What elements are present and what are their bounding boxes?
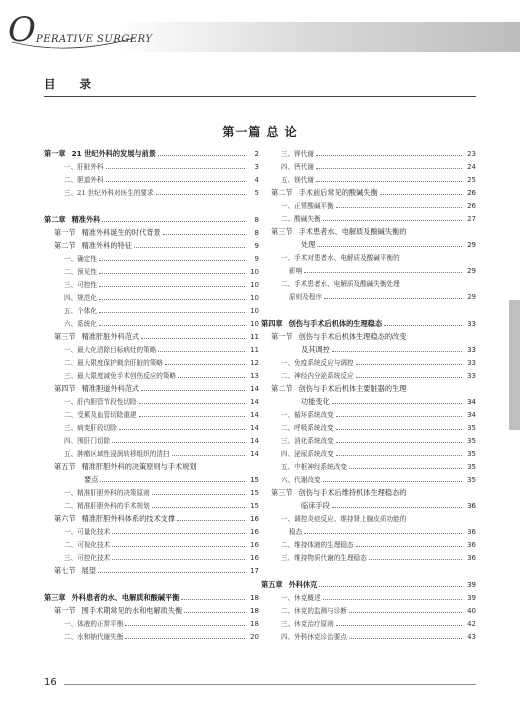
toc-entry-title: 一、调控炎症反应、维持肾上腺皮质功能的 bbox=[281, 515, 407, 523]
toc-leader-dots bbox=[139, 416, 245, 417]
toc-entry bbox=[64, 278, 259, 289]
toc-entry bbox=[54, 330, 259, 341]
toc-entry-page: 33 bbox=[467, 346, 476, 354]
toc-leader-dots bbox=[177, 520, 245, 521]
toc-leader-dots bbox=[336, 207, 462, 208]
toc-leader-dots bbox=[384, 325, 462, 326]
toc-entry-label: 第二节 bbox=[271, 384, 293, 393]
toc-leader-dots bbox=[336, 455, 462, 456]
toc-leader-dots bbox=[316, 155, 462, 156]
toc-leader-dots bbox=[323, 481, 462, 482]
toc-entry bbox=[281, 630, 476, 641]
toc-entry bbox=[271, 186, 476, 197]
toc-entry-page: 13 bbox=[250, 372, 259, 380]
toc-entry-title: 二、休克的监测与诊断 bbox=[281, 607, 347, 615]
toc-leader-dots bbox=[125, 638, 245, 639]
toc-entry bbox=[281, 591, 476, 602]
toc-entry-title: 三、21 世纪外科对医生的要求 bbox=[64, 189, 154, 197]
toc-entry-title: 二、神经内分泌系统反应 bbox=[281, 372, 354, 380]
toc-leader-dots bbox=[158, 155, 245, 156]
toc-entry-title: 一、手术对患者水、电解质及酸碱平衡的 bbox=[281, 254, 400, 262]
toc-entry bbox=[281, 551, 476, 562]
toc-leader-dots bbox=[178, 377, 245, 378]
toc-entry-title: 三、休克治疗原则 bbox=[281, 620, 334, 628]
logo-initial: O bbox=[8, 10, 36, 50]
toc-entry-title: 一、可量化技术 bbox=[64, 528, 111, 536]
toc-entry bbox=[281, 604, 476, 615]
toc-entry-page: 12 bbox=[250, 359, 259, 367]
toc-entry bbox=[64, 317, 259, 328]
toc-leader-dots bbox=[336, 429, 462, 430]
toc-entry-title: 三、维持物质代谢的生理稳态 bbox=[281, 554, 367, 562]
toc-entry-page: 10 bbox=[250, 307, 259, 315]
toc-leader-dots bbox=[324, 298, 462, 299]
toc-leader-dots bbox=[125, 625, 245, 626]
toc-entry-title: 四、外科休克诊治要点 bbox=[281, 633, 347, 641]
toc-entry-label: 第六节 bbox=[54, 514, 76, 523]
toc-entry-title: 二、可视化技术 bbox=[64, 541, 111, 549]
toc-entry-label: 第五章 bbox=[261, 580, 283, 589]
toc-leader-dots bbox=[304, 272, 462, 273]
toc-entry bbox=[64, 630, 259, 641]
toc-leader-dots bbox=[99, 325, 245, 326]
toc-entry bbox=[271, 486, 476, 497]
toc-leader-dots bbox=[141, 390, 245, 391]
toc-entry-title: 二、呼吸系统改变 bbox=[281, 424, 334, 432]
toc-entry-page: 14 bbox=[250, 450, 259, 458]
toc-leader-dots bbox=[336, 416, 462, 417]
toc-entry bbox=[281, 356, 476, 367]
toc-entry-title: 三、消化系统改变 bbox=[281, 437, 334, 445]
toc-leader-dots bbox=[172, 455, 246, 456]
toc-entry-page: 15 bbox=[250, 502, 259, 510]
toc-entry-title: 二、维持体液的生理稳态 bbox=[281, 541, 354, 549]
toc-entry-page: 33 bbox=[467, 320, 476, 328]
toc-entry-title: 功能变化 bbox=[301, 397, 330, 406]
toc-leader-dots bbox=[112, 546, 245, 547]
toc-entry-page: 43 bbox=[467, 633, 476, 641]
toc-entry-page: 36 bbox=[467, 554, 476, 562]
toc-entry-title: 临床手段 bbox=[301, 501, 330, 510]
toc-entry-title: 第三章 外科患者的水、电解质和酸碱平衡 bbox=[44, 593, 180, 602]
toc-leader-dots bbox=[356, 377, 462, 378]
toc-entry-title: 第三节 精准肝脏外科范式 bbox=[54, 332, 140, 341]
part-title: 第一篇 总 论 bbox=[222, 125, 298, 139]
toc-leader-dots bbox=[332, 403, 462, 404]
toc-entry bbox=[281, 199, 476, 210]
footer-divider bbox=[64, 684, 476, 685]
toc-entry-page: 25 bbox=[467, 176, 476, 184]
toc-entry bbox=[64, 421, 259, 432]
toc-entry bbox=[281, 447, 476, 458]
toc-entry-page: 33 bbox=[467, 359, 476, 367]
toc-entry bbox=[64, 291, 259, 302]
toc-entry-page: 18 bbox=[250, 594, 259, 602]
toc-leader-dots bbox=[356, 364, 462, 365]
toc-entry-label: 第五节 bbox=[54, 462, 76, 471]
toc-entry bbox=[281, 251, 476, 262]
toc-entry-title: 四、泌尿系统改变 bbox=[281, 450, 334, 458]
toc-entry bbox=[281, 408, 476, 419]
toc-leader-dots bbox=[181, 599, 245, 600]
toc-entry bbox=[301, 395, 476, 406]
toc-entry-label: 第二节 bbox=[54, 241, 76, 250]
toc-entry bbox=[64, 252, 259, 263]
toc-entry bbox=[64, 173, 259, 184]
toc-entry-page: 15 bbox=[250, 476, 259, 484]
toc-entry bbox=[64, 538, 259, 549]
page-number: 16 bbox=[44, 677, 57, 688]
toc-entry-page: 5 bbox=[254, 189, 259, 197]
toc-entry-page: 27 bbox=[467, 215, 476, 223]
toc-entry bbox=[54, 460, 259, 471]
toc-entry-title: 六、代谢改变 bbox=[281, 476, 321, 484]
toc-leader-dots bbox=[369, 559, 462, 560]
toc-leader-dots bbox=[356, 546, 462, 547]
toc-entry bbox=[281, 421, 476, 432]
toc-entry-page: 14 bbox=[250, 411, 259, 419]
toc-entry-page: 26 bbox=[467, 202, 476, 210]
toc-leader-dots bbox=[119, 429, 245, 430]
toc-entry bbox=[64, 408, 259, 419]
toc-entry-title: 一、精准肝胆外科的决策原则 bbox=[64, 489, 150, 497]
toc-entry-title: 一、免疫系统反应与调控 bbox=[281, 359, 354, 367]
toc-entry-page: 16 bbox=[250, 554, 259, 562]
toc-entry-page: 14 bbox=[250, 437, 259, 445]
toc-entry bbox=[289, 264, 476, 275]
toc-leader-dots bbox=[317, 246, 462, 247]
toc-entry-page: 11 bbox=[250, 333, 259, 341]
toc-entry-title: 五、镁代谢 bbox=[281, 176, 314, 184]
toc-entry bbox=[281, 512, 476, 523]
toc-entry-page: 34 bbox=[467, 398, 476, 406]
toc-leader-dots bbox=[152, 494, 245, 495]
toc-entry-title: 第二节 手术前后常见的酸碱失衡 bbox=[271, 188, 378, 197]
toc-entry bbox=[271, 330, 476, 341]
toc-leader-dots bbox=[380, 194, 462, 195]
toc-entry bbox=[64, 265, 259, 276]
toc-leader-dots bbox=[99, 299, 245, 300]
toc-entry bbox=[54, 239, 259, 250]
toc-entry-page: 35 bbox=[467, 476, 476, 484]
toc-entry-label: 第二章 bbox=[44, 215, 66, 224]
toc-entry bbox=[64, 617, 259, 628]
toc-entry-page: 10 bbox=[250, 294, 259, 302]
toc-entry bbox=[54, 512, 259, 523]
toc-entry bbox=[64, 356, 259, 367]
toc-entry bbox=[261, 578, 476, 589]
toc-leader-dots bbox=[98, 572, 245, 573]
toc-entry-page: 3 bbox=[254, 163, 259, 171]
toc-entry bbox=[301, 499, 476, 510]
toc-entry-title: 二、手术患者水、电解质及酸碱失衡处理 bbox=[281, 280, 400, 288]
toc-entry-title: 一、肝内胆管节段性切除 bbox=[64, 398, 137, 406]
toc-entry-title: 一、循环系统改变 bbox=[281, 411, 334, 419]
toc-entry-label: 第三节 bbox=[271, 488, 293, 497]
toc-entry bbox=[44, 213, 259, 224]
toc-leader-dots bbox=[319, 586, 462, 587]
toc-entry-page: 42 bbox=[467, 620, 476, 628]
toc-entry-title: 稳态 bbox=[289, 528, 303, 536]
toc-entry-page: 2 bbox=[254, 150, 259, 158]
toc-entry-title: 五、中枢神经系统改变 bbox=[281, 463, 347, 471]
toc-entry-page: 35 bbox=[467, 424, 476, 432]
toc-entry-page: 29 bbox=[467, 241, 476, 249]
toc-entry-title: 第三节 手术患者水、电解质及酸碱失衡的 bbox=[271, 227, 407, 236]
toc-entry-page: 34 bbox=[467, 411, 476, 419]
toc-entry-page: 10 bbox=[250, 281, 259, 289]
toc-entry-page: 14 bbox=[250, 398, 259, 406]
toc-leader-dots bbox=[332, 351, 462, 352]
toc-entry bbox=[64, 434, 259, 445]
toc-entry bbox=[281, 173, 476, 184]
toc-entry-page: 4 bbox=[254, 176, 259, 184]
toc-leader-dots bbox=[139, 403, 245, 404]
toc-entry bbox=[271, 382, 476, 393]
toc-entry bbox=[281, 538, 476, 549]
toc-entry-page: 16 bbox=[250, 515, 259, 523]
toc-entry-page: 14 bbox=[250, 424, 259, 432]
toc-entry-page: 35 bbox=[467, 437, 476, 445]
toc-entry-page: 9 bbox=[254, 242, 259, 250]
toc-entry bbox=[281, 369, 476, 380]
toc-entry-label: 第一节 bbox=[54, 606, 76, 615]
toc-entry-page: 36 bbox=[467, 528, 476, 536]
toc-leader-dots bbox=[316, 168, 462, 169]
toc-entry-page: 8 bbox=[254, 229, 259, 237]
toc-entry-page: 17 bbox=[250, 567, 259, 575]
toc-leader-dots bbox=[349, 468, 462, 469]
toc-entry bbox=[64, 160, 259, 171]
toc-entry bbox=[64, 186, 259, 197]
toc-leader-dots bbox=[349, 612, 462, 613]
toc-entry-title: 二、酸碱失衡 bbox=[281, 215, 321, 223]
toc-entry bbox=[54, 382, 259, 393]
toc-entry bbox=[64, 486, 259, 497]
toc-entry-title: 二、最大限度保护剩余肝脏的策略 bbox=[64, 359, 163, 367]
toc-entry-label: 第三节 bbox=[271, 227, 293, 236]
toc-leader-dots bbox=[163, 234, 245, 235]
toc-entry bbox=[64, 551, 259, 562]
toc-entry bbox=[64, 499, 259, 510]
toc-leader-dots bbox=[99, 273, 245, 274]
toc-leader-dots bbox=[336, 442, 462, 443]
heading-divider bbox=[44, 96, 476, 97]
toc-entry-page: 39 bbox=[467, 581, 476, 589]
toc-leader-dots bbox=[165, 364, 245, 365]
logo-text: PERATIVE SURGERY bbox=[36, 34, 153, 45]
toc-leader-dots bbox=[336, 625, 462, 626]
toc-leader-dots bbox=[332, 507, 462, 508]
toc-entry bbox=[84, 473, 259, 484]
toc-leader-dots bbox=[106, 168, 245, 169]
toc-entry-page: 36 bbox=[467, 502, 476, 510]
toc-entry-title: 第一节 创伤与手术后机体生理稳态的改变 bbox=[271, 332, 407, 341]
toc-entry-page: 40 bbox=[467, 607, 476, 615]
toc-entry-title: 四、钙代谢 bbox=[281, 163, 314, 171]
toc-entry-title: 第一节 精准外科诞生的时代背景 bbox=[54, 228, 161, 237]
toc-entry bbox=[44, 147, 259, 158]
toc-entry-label: 第七节 bbox=[54, 566, 76, 575]
toc-entry-page: 10 bbox=[250, 268, 259, 276]
toc-entry-title: 一、休克概述 bbox=[281, 594, 321, 602]
toc-leader-dots bbox=[152, 507, 245, 508]
toc-entry-title: 三、病变肝段切除 bbox=[64, 424, 117, 432]
toc-entry-title: 三、可控性 bbox=[64, 281, 97, 289]
toc-entry bbox=[64, 525, 259, 536]
toc-entry bbox=[281, 617, 476, 628]
toc-entry-title: 二、预见性 bbox=[64, 268, 97, 276]
toc-leader-dots bbox=[158, 351, 245, 352]
toc-entry-title: 一、体液的正常平衡 bbox=[64, 620, 124, 628]
toc-leader-dots bbox=[99, 260, 245, 261]
toc-entry-title: 第六节 精准肝胆外科体系的技术支撑 bbox=[54, 514, 176, 523]
toc-entry-title: 及其调控 bbox=[301, 345, 330, 354]
toc-entry-page: 18 bbox=[250, 607, 259, 615]
toc-leader-dots bbox=[106, 181, 245, 182]
toc-entry-title: 第一节 围手术期常见的水和电解质失衡 bbox=[54, 606, 183, 615]
toc-entry bbox=[281, 147, 476, 158]
toc-leader-dots bbox=[102, 221, 245, 222]
toc-leader-dots bbox=[141, 338, 245, 339]
toc-leader-dots bbox=[304, 533, 462, 534]
toc-entry-title: 第四节 精准胆道外科范式 bbox=[54, 384, 140, 393]
toc-entry-label: 第三节 bbox=[54, 332, 76, 341]
toc-entry bbox=[54, 604, 259, 615]
toc-leader-dots bbox=[112, 442, 245, 443]
toc-entry-page: 9 bbox=[254, 255, 259, 263]
toc-entry-page: 16 bbox=[250, 541, 259, 549]
toc-entry-title: 第四章 创伤与手术后机体的生理稳态 bbox=[261, 319, 383, 328]
toc-entry-title: 四、规范化 bbox=[64, 294, 97, 302]
toc-entry-page: 35 bbox=[467, 463, 476, 471]
toc-entry-title: 六、系统化 bbox=[64, 320, 97, 328]
toc-entry-title: 一、肝脏外科 bbox=[64, 163, 104, 171]
toc-leader-dots bbox=[316, 181, 462, 182]
toc-entry-title: 一、正常酸碱平衡 bbox=[281, 202, 334, 210]
toc-entry-title: 一、确定性 bbox=[64, 255, 97, 263]
toc-entry-page: 35 bbox=[467, 450, 476, 458]
toc-entry bbox=[281, 460, 476, 471]
toc-entry bbox=[289, 290, 476, 301]
toc-entry-title: 要点 bbox=[84, 475, 99, 484]
toc-entry bbox=[64, 447, 259, 458]
toc-entry-page: 15 bbox=[250, 489, 259, 497]
toc-entry-title: 五、个体化 bbox=[64, 307, 97, 315]
toc-leader-dots bbox=[323, 220, 462, 221]
toc-entry-title: 第二章 精准外科 bbox=[44, 215, 101, 224]
toc-entry-page: 20 bbox=[250, 633, 259, 641]
toc-entry-title: 影响 bbox=[289, 267, 303, 275]
toc-entry-label: 第一节 bbox=[271, 332, 293, 341]
toc-entry bbox=[44, 591, 259, 602]
toc-entry-page: 23 bbox=[467, 150, 476, 158]
toc-entry bbox=[301, 343, 476, 354]
toc-leader-dots bbox=[349, 638, 462, 639]
toc-entry-page: 29 bbox=[467, 293, 476, 301]
toc-entry-label: 第二节 bbox=[271, 188, 293, 197]
toc-entry bbox=[281, 277, 476, 288]
toc-entry-title: 三、钾代谢 bbox=[281, 150, 314, 158]
toc-entry-title: 第一章 21 世纪外科的发展与前景 bbox=[44, 149, 156, 158]
toc-leader-dots bbox=[112, 559, 245, 560]
toc-leader-dots bbox=[112, 533, 245, 534]
toc-entry-title: 三、最大限度减免手术创伤反应的策略 bbox=[64, 372, 177, 380]
toc-entry-label: 第一节 bbox=[54, 228, 76, 237]
toc-entry-title: 一、最大化清除目标病灶的策略 bbox=[64, 346, 157, 354]
toc-entry bbox=[54, 564, 259, 575]
toc-entry bbox=[261, 317, 476, 328]
toc-entry-title: 第五节 精准肝胆外科的决策原则与手术规划 bbox=[54, 462, 197, 471]
toc-leader-dots bbox=[134, 247, 245, 248]
toc-heading: 目 录 bbox=[44, 77, 102, 91]
toc-entry-title: 第二节 精准外科的特征 bbox=[54, 241, 132, 250]
toc-entry-page: 26 bbox=[467, 189, 476, 197]
toc-entry-title: 二、受累及血管切除重建 bbox=[64, 411, 137, 419]
toc-entry-page: 16 bbox=[250, 528, 259, 536]
toc-leader-dots bbox=[99, 286, 245, 287]
toc-entry-title: 第五章 外科休克 bbox=[261, 580, 318, 589]
toc-entry-title: 二、胆道外科 bbox=[64, 176, 104, 184]
toc-entry-page: 18 bbox=[250, 620, 259, 628]
toc-entry bbox=[281, 212, 476, 223]
toc-entry-title: 处理 bbox=[301, 240, 316, 249]
toc-leader-dots bbox=[323, 599, 462, 600]
toc-entry-title: 三、可控化技术 bbox=[64, 554, 111, 562]
page-side-tab bbox=[509, 300, 520, 430]
toc-entry-label: 第三章 bbox=[44, 593, 66, 602]
toc-entry bbox=[64, 395, 259, 406]
toc-leader-dots bbox=[184, 612, 245, 613]
toc-entry-page: 29 bbox=[467, 267, 476, 275]
toc-entry bbox=[64, 304, 259, 315]
toc-entry bbox=[271, 225, 476, 236]
toc-entry-page: 24 bbox=[467, 163, 476, 171]
toc-entry-page: 8 bbox=[254, 216, 259, 224]
toc-entry-title: 第七节 展望 bbox=[54, 566, 96, 575]
toc-entry-title: 原则及程序 bbox=[289, 293, 322, 301]
toc-entry-page: 10 bbox=[250, 320, 259, 328]
toc-entry bbox=[289, 525, 476, 536]
toc-entry-page: 39 bbox=[467, 594, 476, 602]
toc-entry-page: 33 bbox=[467, 372, 476, 380]
toc-leader-dots bbox=[99, 312, 245, 313]
toc-entry-label: 第一章 bbox=[44, 149, 66, 158]
toc-entry-label: 第四章 bbox=[261, 319, 283, 328]
toc-entry-label: 第四节 bbox=[54, 384, 76, 393]
toc-entry bbox=[301, 238, 476, 249]
toc-entry-page: 36 bbox=[467, 541, 476, 549]
toc-entry-title: 第三节 创伤与手术后维持机体生理稳态的 bbox=[271, 488, 407, 497]
toc-entry-page: 11 bbox=[250, 346, 259, 354]
toc-entry bbox=[281, 473, 476, 484]
toc-entry bbox=[64, 343, 259, 354]
toc-leader-dots bbox=[100, 481, 245, 482]
toc-entry-title: 二、精准肝胆外科的手术规划 bbox=[64, 502, 150, 510]
toc-leader-dots bbox=[156, 194, 245, 195]
toc-entry bbox=[281, 160, 476, 171]
toc-entry bbox=[281, 434, 476, 445]
toc-entry-title: 第二节 创伤与手术后机体主要脏器的生理 bbox=[271, 384, 407, 393]
toc-entry-title: 二、水和钠代谢失衡 bbox=[64, 633, 124, 641]
toc-entry bbox=[54, 226, 259, 237]
toc-entry-page: 14 bbox=[250, 385, 259, 393]
toc-entry-title: 五、肿瘤区域性浸润转移组织的清扫 bbox=[64, 450, 170, 458]
toc-entry-title: 四、围肝门切除 bbox=[64, 437, 111, 445]
toc-entry bbox=[64, 369, 259, 380]
